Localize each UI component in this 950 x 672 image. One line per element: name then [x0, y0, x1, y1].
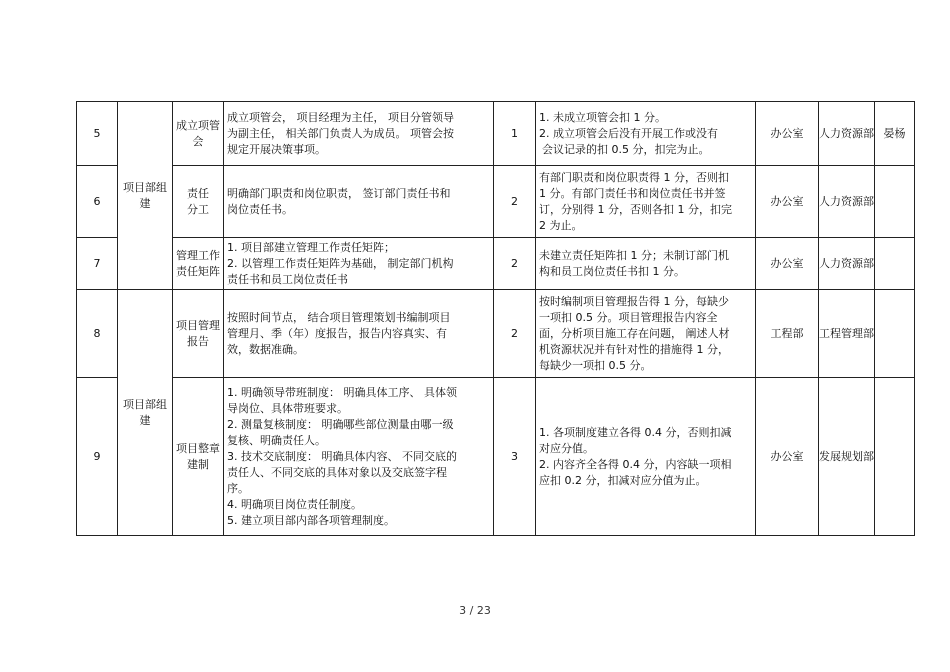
dept-responsible: 办公室 [756, 238, 819, 290]
table-row [77, 378, 915, 536]
score: 2 [494, 238, 536, 290]
dept-responsible: 办公室 [756, 102, 819, 166]
dept-responsible: 工程部 [756, 290, 819, 378]
row-number: 8 [77, 290, 118, 378]
dept-responsible: 办公室 [756, 166, 819, 238]
table-row [77, 166, 915, 238]
table-row [77, 238, 915, 290]
criteria: 按时编制项目管理报告得 1 分，每缺少 一项扣 0.5 分。项目管理报告内容全 面，分析项目施工存在问题， 阐述人材 机资源状况并有针对性的措施得 1 分， 每缺少一项扣 0.5 分。 [536, 290, 756, 378]
row-number: 7 [77, 238, 118, 290]
score: 3 [494, 378, 536, 536]
criteria: 有部门职责和岗位职责得 1 分，否则扣 1 分。有部门责任书和岗位责任书并签 订，分别得 1 分，否则各扣 1 分，扣完 2 为止。 [536, 166, 756, 238]
dept-supervisor: 人力资源部 [819, 102, 875, 166]
person: 晏杨 [875, 102, 915, 166]
score: 1 [494, 102, 536, 166]
person [875, 238, 915, 290]
table-row [77, 102, 915, 166]
page-number: 3 / 23 [459, 604, 491, 617]
dept-supervisor: 人力资源部 [819, 166, 875, 238]
person [875, 290, 915, 378]
assessment-table [76, 101, 915, 536]
item-name: 责任分工 [173, 166, 224, 238]
dept-responsible: 办公室 [756, 378, 819, 536]
item-content: 按照时间节点， 结合项目管理策划书编制项目 管理月、季（年）度报告，报告内容真实、有 效，数据准确。 [224, 290, 494, 378]
person [875, 378, 915, 536]
group-cell [118, 290, 173, 536]
group-label: 项目部组建 [123, 180, 167, 210]
score: 2 [494, 166, 536, 238]
item-name: 项目整章建制 [173, 378, 224, 536]
item-name: 管理工作责任矩阵 [173, 238, 224, 290]
item-content: 1. 项目部建立管理工作责任矩阵； 2. 以管理工作责任矩阵为基础， 制定部门机构 责任书和员工岗位责任书 [224, 238, 494, 290]
row-number: 6 [77, 166, 118, 238]
criteria: 1. 各项制度建立各得 0.4 分，否则扣减 对应分值。 2. 内容齐全各得 0.4 分，内容缺一项相 应扣 0.2 分，扣减对应分值为止。 [536, 378, 756, 536]
dept-supervisor: 工程管理部 [819, 290, 875, 378]
dept-supervisor: 人力资源部 [819, 238, 875, 290]
table-row [77, 290, 915, 378]
criteria: 1. 未成立项管会扣 1 分。 2. 成立项管会后没有开展工作或没有 会议记录的扣 0.5 分，扣完为止。 [536, 102, 756, 166]
person [875, 166, 915, 238]
item-content: 明确部门职责和岗位职责， 签订部门责任书和 岗位责任书。 [224, 166, 494, 238]
row-number: 9 [77, 378, 118, 536]
score: 2 [494, 290, 536, 378]
item-name: 成立项管会 [173, 102, 224, 166]
dept-supervisor: 发展规划部 [819, 378, 875, 536]
group-cell [118, 102, 173, 290]
item-name: 项目管理报告 [173, 290, 224, 378]
item-content: 1. 明确领导带班制度： 明确具体工序、 具体领 导岗位、具体带班要求。 2. 测量复核制度： 明确哪些部位测量由哪一级 复核、明确责任人。 3. 技术交底制度： 明确具体内容、 不同交底的 责任人、不同交底的具体对象以及交底签字程 序。 4. 明确项目岗位责任制度。 5. 建立项目部内部各项管理制度。 [224, 378, 494, 536]
row-number: 5 [77, 102, 118, 166]
group-label: 项目部组建 [123, 398, 167, 427]
criteria: 未建立责任矩阵扣 1 分；未制订部门机 构和员工岗位责任书扣 1 分。 [536, 238, 756, 290]
item-content: 成立项管会， 项目经理为主任， 项目分管领导 为副主任， 相关部门负责人为成员。 项管会按 规定开展决策事项。 [224, 102, 494, 166]
